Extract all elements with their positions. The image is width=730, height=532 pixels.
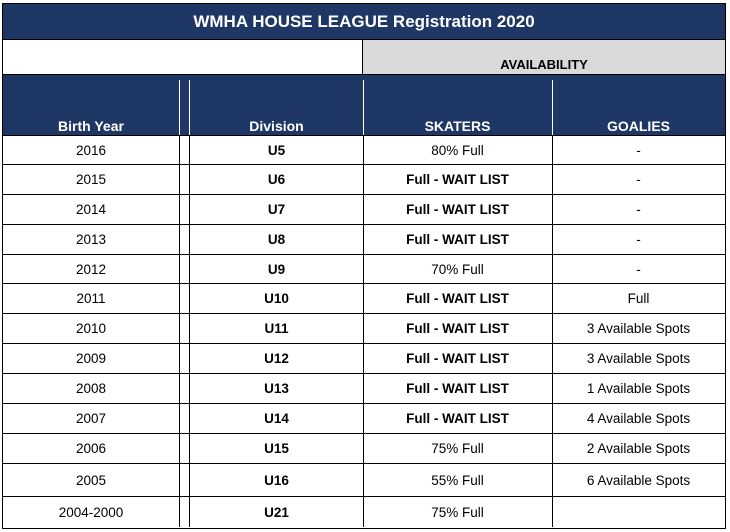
column-divider bbox=[179, 136, 180, 164]
cell-birth-year: 2010 bbox=[75, 321, 107, 336]
table-row bbox=[3, 344, 725, 374]
column-divider bbox=[189, 464, 190, 496]
column-header-row bbox=[3, 75, 725, 136]
cell-goalies: Full bbox=[627, 291, 650, 306]
header-divider bbox=[552, 80, 553, 135]
column-divider bbox=[189, 255, 190, 283]
column-divider bbox=[363, 434, 364, 463]
column-header-birth-year: Birth Year bbox=[58, 118, 124, 134]
column-divider bbox=[363, 497, 364, 527]
column-divider bbox=[552, 464, 553, 496]
cell-goalies: 2 Available Spots bbox=[586, 441, 691, 456]
column-divider bbox=[552, 404, 553, 433]
cell-birth-year: 2011 bbox=[76, 291, 106, 306]
column-divider bbox=[189, 225, 190, 254]
cell-division: U5 bbox=[267, 142, 286, 158]
column-divider bbox=[363, 314, 364, 343]
table-row bbox=[3, 404, 725, 434]
column-divider bbox=[179, 165, 180, 194]
column-divider bbox=[179, 404, 180, 433]
column-divider bbox=[189, 344, 190, 373]
cell-skaters: Full - WAIT LIST bbox=[406, 321, 509, 336]
column-divider bbox=[363, 195, 364, 224]
cell-birth-year: 2004-2000 bbox=[58, 504, 124, 520]
cell-division: U21 bbox=[264, 504, 289, 520]
table-row bbox=[3, 497, 725, 527]
table-row bbox=[3, 284, 725, 314]
column-divider bbox=[179, 195, 180, 224]
cell-division: U10 bbox=[264, 291, 289, 306]
table-title: WMHA HOUSE LEAGUE Registration 2020 bbox=[3, 4, 725, 40]
column-header-goalies: GOALIES bbox=[606, 118, 670, 134]
cell-division: U9 bbox=[267, 261, 286, 277]
column-divider bbox=[189, 497, 190, 527]
column-divider bbox=[552, 497, 553, 527]
column-divider bbox=[179, 284, 180, 313]
cell-division: U7 bbox=[267, 202, 286, 217]
column-divider bbox=[552, 195, 553, 224]
column-divider bbox=[363, 225, 364, 254]
column-header-skaters: SKATERS bbox=[424, 118, 491, 134]
table-row bbox=[3, 314, 725, 344]
column-divider bbox=[179, 464, 180, 496]
cell-goalies: 3 Available Spots bbox=[586, 321, 691, 336]
cell-skaters: Full - WAIT LIST bbox=[406, 291, 509, 306]
cell-goalies: - bbox=[636, 261, 641, 277]
cell-goalies: - bbox=[636, 202, 641, 217]
table-row bbox=[3, 225, 725, 255]
cell-goalies: - bbox=[636, 232, 641, 247]
cell-birth-year: 2013 bbox=[75, 232, 107, 247]
column-divider bbox=[189, 195, 190, 224]
column-divider bbox=[363, 344, 364, 373]
cell-division: U15 bbox=[264, 441, 289, 456]
column-divider bbox=[179, 434, 180, 463]
column-divider bbox=[552, 136, 553, 164]
column-divider bbox=[552, 284, 553, 313]
cell-skaters: Full - WAIT LIST bbox=[406, 411, 509, 426]
cell-division: U13 bbox=[264, 381, 289, 396]
table-row bbox=[3, 195, 725, 225]
cell-skaters: 75% Full bbox=[431, 504, 484, 520]
cell-goalies bbox=[552, 497, 725, 527]
cell-goalies: 3 Available Spots bbox=[586, 351, 691, 366]
column-divider bbox=[552, 344, 553, 373]
column-divider bbox=[189, 374, 190, 403]
header-divider bbox=[179, 80, 180, 135]
cell-goalies: - bbox=[636, 172, 641, 187]
column-divider bbox=[363, 136, 364, 164]
column-divider bbox=[552, 434, 553, 463]
cell-division: U11 bbox=[264, 321, 289, 336]
cell-skaters: 55% Full bbox=[431, 472, 484, 488]
table-row bbox=[3, 136, 725, 165]
cell-skaters: Full - WAIT LIST bbox=[406, 381, 509, 396]
column-divider bbox=[189, 314, 190, 343]
cell-division: U6 bbox=[267, 172, 286, 187]
cell-birth-year: 2012 bbox=[75, 261, 107, 277]
column-divider bbox=[179, 374, 180, 403]
table-row bbox=[3, 374, 725, 404]
column-divider bbox=[363, 284, 364, 313]
column-divider bbox=[363, 165, 364, 194]
cell-division: U8 bbox=[267, 232, 286, 247]
column-divider bbox=[179, 314, 180, 343]
column-divider bbox=[552, 314, 553, 343]
cell-division: U16 bbox=[264, 472, 289, 488]
availability-spacer bbox=[3, 40, 363, 74]
availability-header-row bbox=[3, 40, 725, 75]
availability-header: AVAILABILITY bbox=[363, 40, 725, 74]
column-divider bbox=[363, 404, 364, 433]
column-divider bbox=[189, 284, 190, 313]
cell-birth-year: 2005 bbox=[75, 472, 107, 488]
cell-birth-year: 2007 bbox=[75, 411, 107, 426]
column-divider bbox=[179, 497, 180, 527]
cell-skaters: Full - WAIT LIST bbox=[406, 232, 509, 247]
column-divider bbox=[189, 136, 190, 164]
column-divider bbox=[189, 165, 190, 194]
column-divider bbox=[363, 255, 364, 283]
cell-skaters: Full - WAIT LIST bbox=[406, 351, 509, 366]
cell-skaters: 80% Full bbox=[431, 142, 484, 158]
table-body bbox=[3, 136, 725, 527]
column-divider bbox=[552, 165, 553, 194]
column-divider bbox=[189, 404, 190, 433]
column-divider bbox=[179, 344, 180, 373]
column-divider bbox=[179, 255, 180, 283]
column-divider bbox=[363, 374, 364, 403]
column-divider bbox=[552, 225, 553, 254]
column-divider bbox=[179, 225, 180, 254]
cell-skaters: 70% Full bbox=[431, 261, 484, 277]
table-row bbox=[3, 165, 725, 195]
cell-division: U12 bbox=[264, 351, 289, 366]
column-divider bbox=[189, 434, 190, 463]
header-divider bbox=[189, 80, 190, 135]
column-divider bbox=[552, 255, 553, 283]
cell-birth-year: 2015 bbox=[75, 172, 107, 187]
column-divider bbox=[363, 464, 364, 496]
cell-birth-year: 2014 bbox=[75, 202, 107, 217]
cell-birth-year: 2016 bbox=[75, 142, 107, 158]
cell-birth-year: 2009 bbox=[75, 351, 107, 366]
cell-division: U14 bbox=[264, 411, 289, 426]
cell-goalies: 6 Available Spots bbox=[586, 472, 691, 488]
cell-birth-year: 2008 bbox=[75, 381, 107, 396]
cell-goalies: - bbox=[636, 142, 641, 158]
cell-birth-year: 2006 bbox=[75, 441, 107, 456]
cell-goalies: 1 Available Spots bbox=[586, 381, 691, 396]
column-divider bbox=[552, 374, 553, 403]
header-divider bbox=[363, 80, 364, 135]
cell-skaters: Full - WAIT LIST bbox=[406, 172, 509, 187]
cell-skaters: Full - WAIT LIST bbox=[406, 202, 509, 217]
table-row bbox=[3, 434, 725, 464]
registration-table bbox=[2, 3, 726, 529]
column-header-division: Division bbox=[249, 118, 304, 134]
table-row bbox=[3, 255, 725, 284]
cell-skaters: 75% Full bbox=[431, 441, 484, 456]
cell-goalies: 4 Available Spots bbox=[586, 411, 691, 426]
table-row bbox=[3, 464, 725, 497]
